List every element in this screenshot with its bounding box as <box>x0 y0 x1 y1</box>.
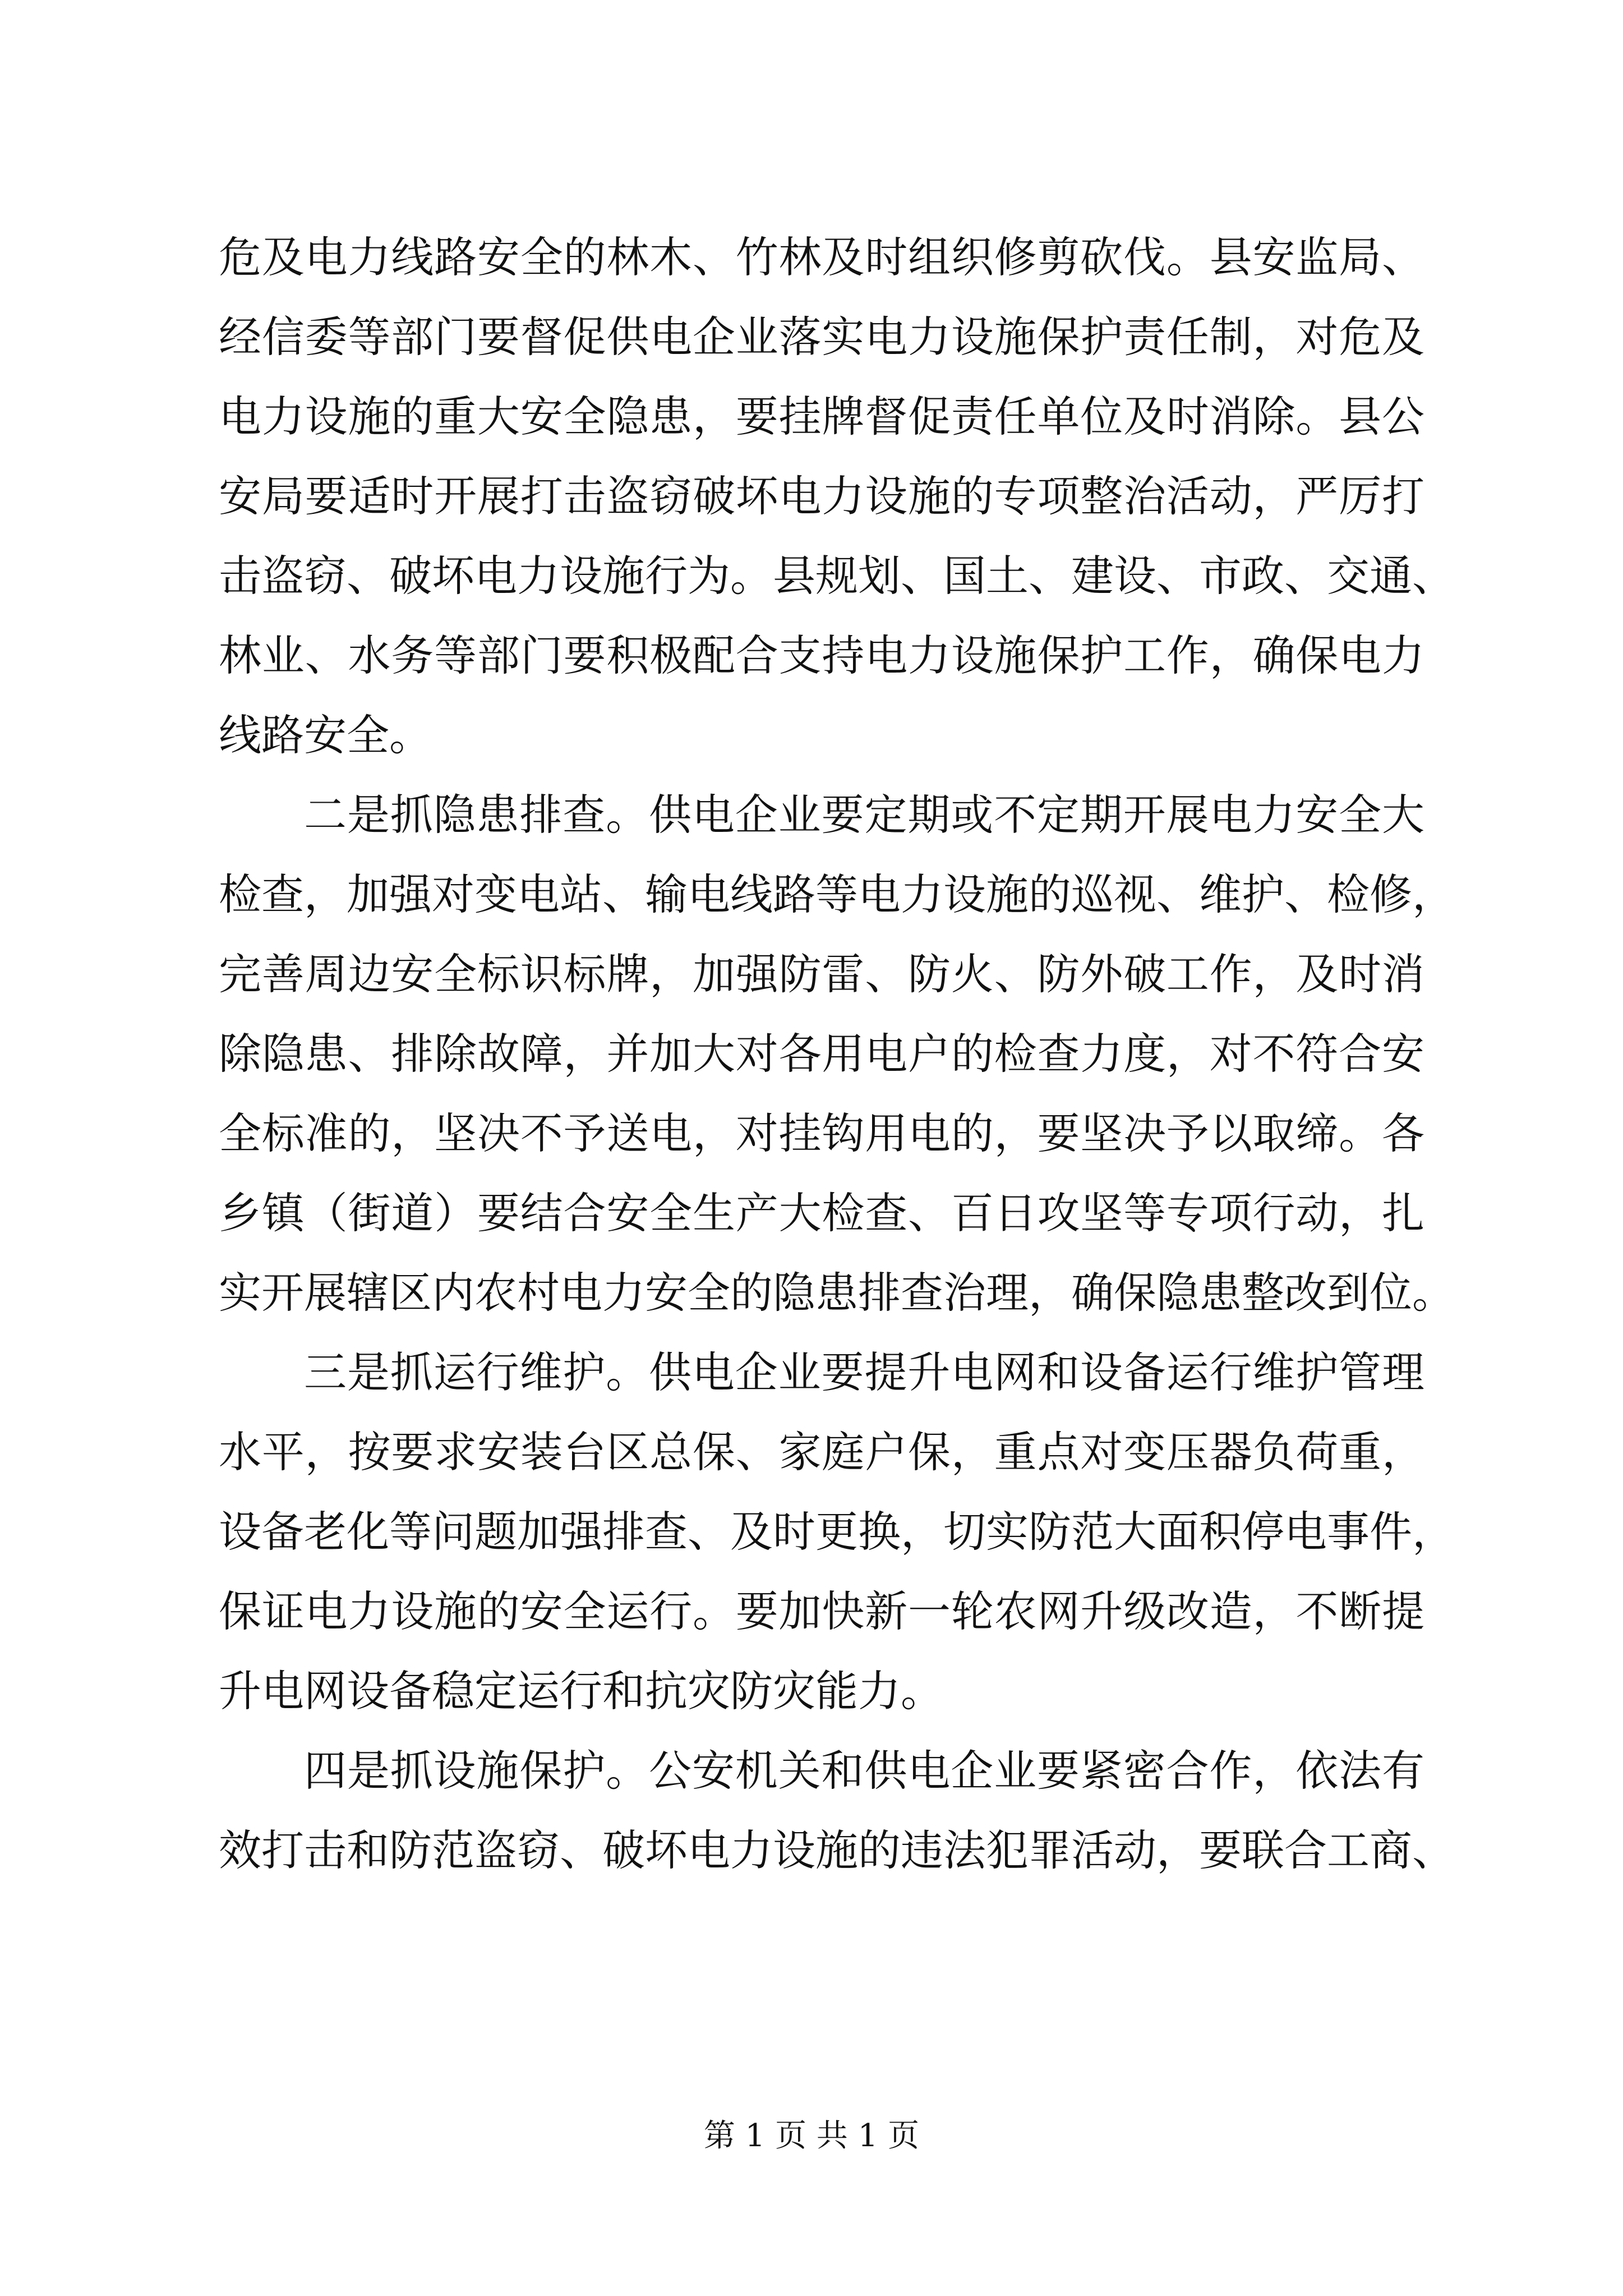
paragraph-1-line-6: 林业、水务等部门要积极配合支持电力设施保护工作，确保电力 <box>219 631 1424 680</box>
paragraph-4-line-2: 效打击和防范盗窃、破坏电力设施的违法犯罪活动，要联合工商、 <box>219 1825 1455 1875</box>
paragraph-1-line-1: 危及电力线路安全的林木、竹林及时组织修剪砍伐。县安监局、 <box>219 232 1424 282</box>
page-footer: 第 1 页 共 1 页 <box>703 2118 920 2154</box>
paragraph-3-line-1: 三是抓运行维护。供电企业要提升电网和设备运行维护管理 <box>304 1347 1424 1397</box>
paragraph-2-line-7: 实开展辖区内农村电力安全的隐患排查治理，确保隐患整改到位。 <box>219 1268 1455 1318</box>
document-body <box>219 218 1455 1890</box>
paragraph-2-line-6: 乡镇（街道）要结合安全生产大检查、百日攻坚等专项行动，扎 <box>219 1188 1424 1238</box>
paragraph-2-line-2: 检查，加强对变电站、输电线路等电力设施的巡视、维护、检修， <box>219 869 1455 919</box>
paragraph-1-line-3: 电力设施的重大安全隐患，要挂牌督促责任单位及时消除。县公 <box>219 392 1424 441</box>
paragraph-4-line-1: 四是抓设施保护。公安机关和供电企业要紧密合作，依法有 <box>304 1746 1424 1796</box>
paragraph-1-line-4: 安局要适时开展打击盗窃破坏电力设施的专项整治活动，严厉打 <box>219 471 1424 521</box>
paragraph-2-line-4: 除隐患、排除故障，并加大对各用电户的检查力度，对不符合安 <box>219 1029 1424 1079</box>
paragraph-2-line-3: 完善周边安全标识标牌，加强防雷、防火、防外破工作，及时消 <box>219 949 1424 999</box>
paragraph-3-line-3: 设备老化等问题加强排查、及时更换，切实防范大面积停电事件， <box>219 1507 1455 1557</box>
paragraph-2-line-5: 全标准的，坚决不予送电，对挂钩用电的，要坚决予以取缔。各 <box>219 1108 1424 1158</box>
paragraph-3-line-4: 保证电力设施的安全运行。要加快新一轮农网升级改造，不断提 <box>219 1586 1424 1636</box>
paragraph-1-line-2: 经信委等部门要督促供电企业落实电力设施保护责任制，对危及 <box>219 312 1424 362</box>
paragraph-3-line-2: 水平，按要求安装台区总保、家庭户保，重点对变压器负荷重， <box>219 1427 1424 1477</box>
paragraph-1-line-7: 线路安全。 <box>219 710 432 760</box>
paragraph-2-line-1: 二是抓隐患排查。供电企业要定期或不定期开展电力安全大 <box>304 790 1424 840</box>
paragraph-1-line-5: 击盗窃、破坏电力设施行为。县规划、国土、建设、市政、交通、 <box>219 551 1455 601</box>
paragraph-3-line-5: 升电网设备稳定运行和抗灾防灾能力。 <box>219 1666 943 1716</box>
